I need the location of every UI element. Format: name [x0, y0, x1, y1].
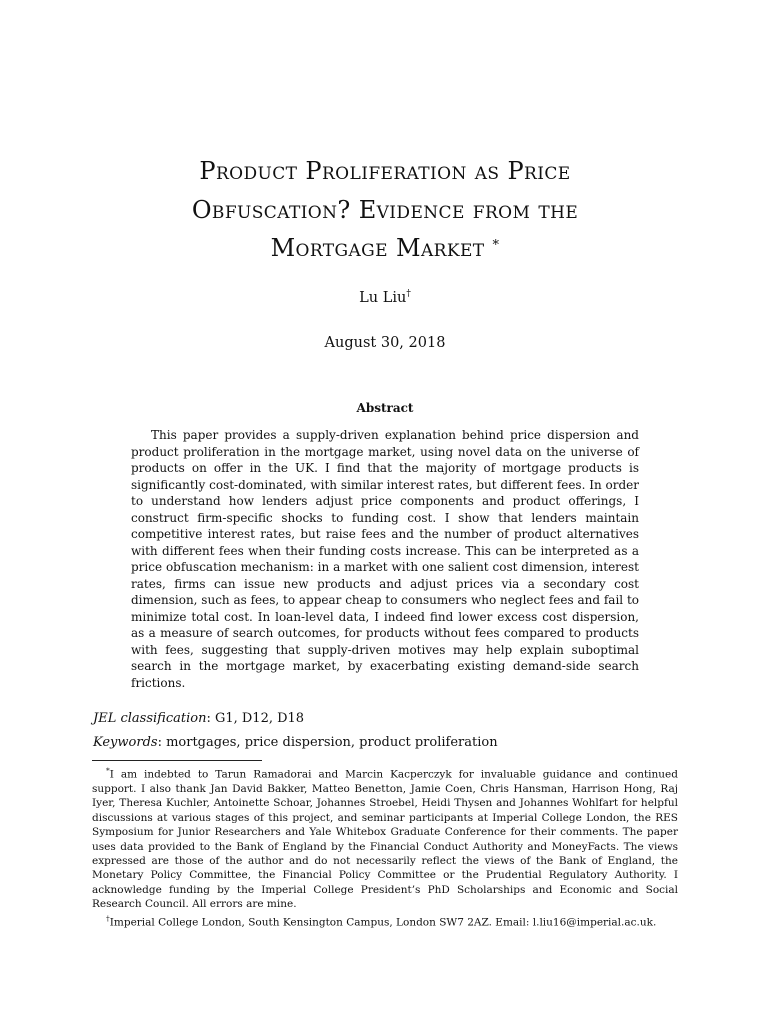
title-line-3 — [60, 229, 710, 268]
author-name: Lu Liu — [359, 289, 407, 306]
footnote-1 — [92, 764, 678, 912]
footnotes — [92, 764, 678, 929]
keywords — [93, 735, 498, 750]
abstract-text: This paper provides a supply-driven explanation behind price dispersion and product proliferation in the mortgage market, using novel data on the universe of products on offer in the UK. I find that the majority of mortgage products is significantly cost-dominated, with similar interest rates, but different fees. In order to understand how lenders adjust price components and product offerings, I construct firm-specific shocks to funding cost. I show that lenders maintain competitive interest rates, but raise fees and the number of product alternatives with different fees when their funding costs increase. This can be interpreted as a price obfuscation mechanism: in a market with one salient cost dimension, interest rates, firms can issue new products and adjust prices via a secondary cost dimension, such as fees, to appear cheap to consumers who neglect fees and fail to minimize total cost. In loan-level data, I indeed find lower excess cost dispersion, as a measure of search outcomes, for products without fees compared to products with fees, suggesting that supply-driven motives may help explain suboptimal search in the mortgage market, by exacerbating existing demand-side search frictions. — [131, 428, 639, 690]
jel-codes: : G1, D12, D18 — [206, 711, 305, 726]
abstract — [131, 427, 639, 691]
title-line-2: Obfuscation? Evidence from the — [191, 195, 579, 224]
footnote-1-text: I am indebted to Tarun Ramadorai and Marcin Kacperczyk for invaluable guidance and continued support. I also thank Jan David Bakker, Matteo Benetton, Jamie Coen, Chris Hansman, Harrison Hong, Raj Iyer, Theresa Kuchler, Antoinette Schoar, Johannes Stroebel, Heidi Thysen and Johannes Wohlfart for helpful discussions at various stages of this project, and seminar participants at Imperial College London, the RES Symposium for Junior Researchers and Yale Whitebox Graduate Conference for their comments. The paper uses data provided to the Bank of England by the Financial Conduct Authority and MoneyFacts. The views expressed are those of the author and do not necessarily reflect the views of the Bank of England, the Monetary Policy Committee, the Financial Policy Committee or the Prudential Regulatory Authority. I acknowledge funding by the Imperial College President’s PhD Scholarships and Economic and Social Research Council. All errors are mine. — [92, 768, 678, 911]
date: August 30, 2018 — [324, 335, 446, 351]
footnote-2-mark: † — [106, 913, 110, 923]
author — [0, 289, 770, 306]
title-line-1: Product Proliferation as Price — [199, 157, 571, 185]
abstract-heading: Abstract — [356, 401, 414, 415]
title-footnote-mark: * — [492, 238, 500, 253]
footnote-rule — [92, 760, 262, 761]
jel-label: JEL classification — [93, 711, 207, 726]
footnote-1-mark: * — [106, 766, 110, 775]
keywords-list: : mortgages, price dispersion, product proliferation — [157, 735, 498, 750]
author-footnote-mark: † — [406, 289, 411, 299]
title-line-3-text: Mortgage Market — [270, 234, 485, 262]
jel-classification — [93, 711, 304, 726]
keywords-label: Keywords — [93, 735, 158, 750]
paper-title — [60, 152, 710, 268]
footnote-2 — [92, 912, 678, 930]
footnote-2-text: Imperial College London, South Kensington Campus, London SW7 2AZ. Email: l.liu16@imperial.ac.uk. — [109, 916, 657, 929]
